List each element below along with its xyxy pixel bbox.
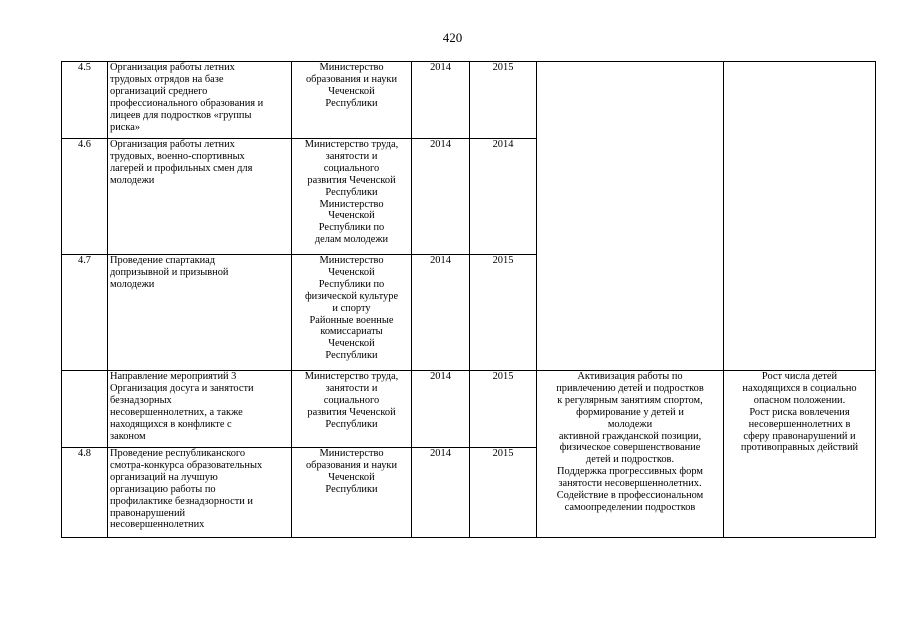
risk-description: Рост числа детей находящихся в социально опасном положении. Рост риска вовлечения несовершеннолетних в сферу правонарушений и противоправных действий bbox=[724, 371, 876, 538]
executor: Министерство труда, занятости и социального развития Чеченской Республики bbox=[292, 371, 412, 448]
measure-name: Проведение республиканского смотра-конкурса образовательных организаций на лучшую организацию работы по профилактике безнадзорности и правонарушений несовершеннолетних bbox=[108, 448, 292, 538]
start-year: 2014 bbox=[412, 371, 470, 448]
measure-name: Направление мероприятий 3 Организация досуга и занятости безнадзорных несовершеннолетних, а также находящихся в конфликте с законом bbox=[108, 371, 292, 448]
measure-name: Организация работы летних трудовых отрядов на базе организаций среднего профессионального образования и лицеев для подростков «группы риска» bbox=[108, 62, 292, 139]
start-year: 2014 bbox=[412, 255, 470, 371]
measure-name: Организация работы летних трудовых, военно-спортивных лагерей и профильных смен для молодежи bbox=[108, 139, 292, 255]
result-empty-cell bbox=[537, 62, 724, 371]
page-number: 420 bbox=[442, 30, 463, 45]
table-row bbox=[62, 371, 876, 448]
executor: Министерство образования и науки Чеченской Республики bbox=[292, 448, 412, 538]
table-row bbox=[62, 62, 876, 139]
row-number: 4.8 bbox=[62, 448, 108, 538]
start-year: 2014 bbox=[412, 448, 470, 538]
end-year: 2015 bbox=[470, 448, 537, 538]
row-number: 4.5 bbox=[62, 62, 108, 139]
measure-name: Проведение спартакиад допризывной и призывной молодежи bbox=[108, 255, 292, 371]
start-year: 2014 bbox=[412, 62, 470, 139]
expected-result: Активизация работы по привлечению детей и подростков к регулярным занятиям спортом, формирование у детей и молодежи активной гражданской позиции, физическое совершенствование детей и подростков. Поддержка прогрессивных форм занятости несовершеннолетних. Содействие в профессиональном самоопределении подростков bbox=[537, 371, 724, 538]
end-year: 2015 bbox=[470, 255, 537, 371]
executor: Министерство Чеченской Республики по физической культуре и спорту Районные военные комиссариаты Чеченской Республики bbox=[292, 255, 412, 371]
risk-empty-cell bbox=[724, 62, 876, 371]
row-number: 4.7 bbox=[62, 255, 108, 371]
row-number bbox=[62, 371, 108, 448]
end-year: 2015 bbox=[470, 371, 537, 448]
end-year: 2015 bbox=[470, 62, 537, 139]
start-year: 2014 bbox=[412, 139, 470, 255]
measures-table bbox=[61, 61, 876, 538]
row-number: 4.6 bbox=[62, 139, 108, 255]
executor: Министерство образования и науки Чеченской Республики bbox=[292, 62, 412, 139]
end-year: 2014 bbox=[470, 139, 537, 255]
executor: Министерство труда, занятости и социального развития Чеченской Республики Министерство Чеченской Республики по делам молодежи bbox=[292, 139, 412, 255]
